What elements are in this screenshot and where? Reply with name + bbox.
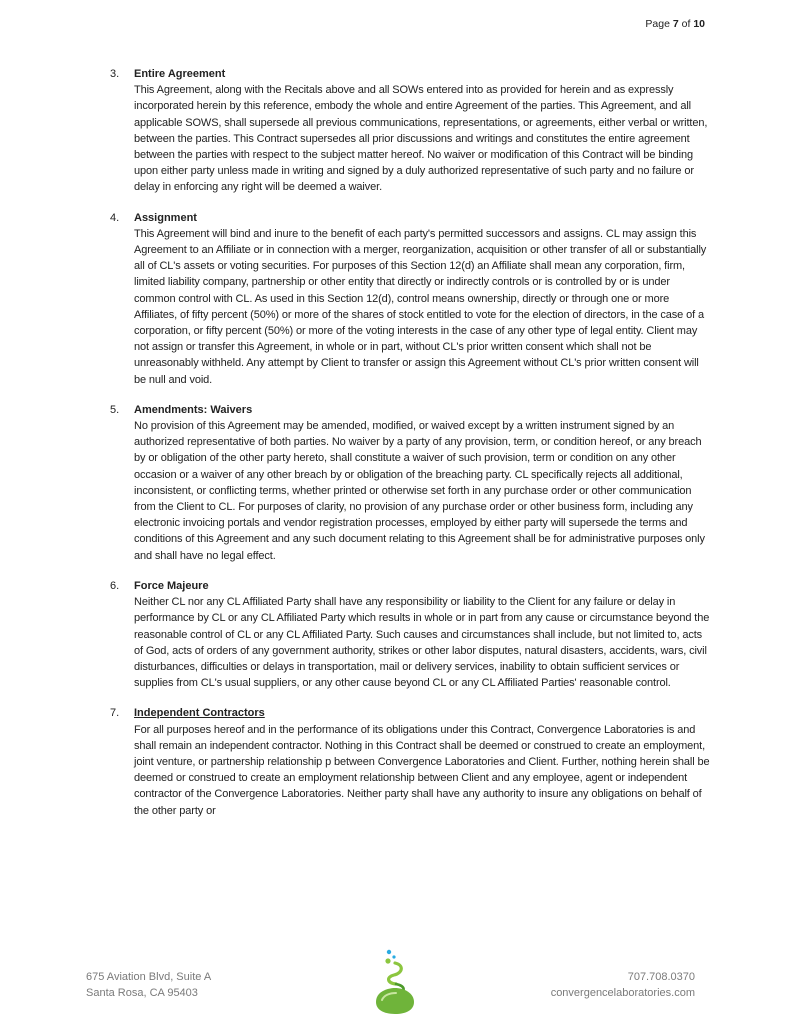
section-body: No provision of this Agreement may be amended, modified, or waived except by a written instrument signed by an authorized representative of both parties. No waiver by a party of any provision, term, or condition hereof, or any breach by or obligation of the other party hereto, shall constitute a waiver of such provision, term or condition on any other occasion or a waiver of any other breach by or obligation of the breaching party. CL specifically rejects all additional, inconsistent, or conflicting terms, whether printed or otherwise set forth in any purchase order or other communication from the Client to CL. For purposes of clarity, no provision of any purchase order or other business form, including any electronic invoicing portals and vendor registration processes, employed by either party will supersede the terms and conditions of this Agreement and any such document relating to this Agreement shall be for administrative purposes only and shall have no legal effect. bbox=[134, 420, 705, 562]
address-line-2: Santa Rosa, CA 95403 bbox=[86, 987, 198, 999]
footer-website: convergencelaboratories.com bbox=[550, 987, 695, 999]
section-body: This Agreement will bind and inure to the benefit of each party's permitted successors and assigns. CL may assign this Agreement to an Affiliate or in connection with a merger, reorganization, acquisition or other transfer of all or substantially all of CL's assets or voting securities. For purposes of this Section 12(d) an Affiliate shall mean any corporation, firm, limited liability company, partnership or other entity that directly or indirectly controls or is controlled by or is under common control with CL. As used in this Section 12(d), control means ownership, directly or through one or more Affiliates, of fifty percent (50%) or more of the shares of stock entitled to vote for the election of directors, in the case of a corporation, or fifty percent (50%) or more of the voting interests in the case of any other type of legal entity. Client may not assign or transfer this Agreement, in whole or in part, without CL's prior written consent which shall not be unreasonably withheld. Any attempt by Client to transfer or assign this Agreement without CL's prior written consent will be null and void. bbox=[134, 227, 707, 386]
section-number: 6. bbox=[110, 579, 120, 592]
section-body: For all purposes hereof and in the performance of its obligations under this Contract, Convergence Laboratories is and shall remain an independent contractor. Nothing in this Contract shall be deemed or construed to create an employment, joint venture, or partnership relationship p between Convergence Laboratories and Client. Further, nothing herein shall be deemed or construed to create an employment relationship between Client and any employee, agent or independent contractor of the Convergence Laboratories. Neither party shall have any authority to insure any obligations on behalf of the other party or bbox=[134, 723, 710, 817]
logo-bubble-2 bbox=[392, 955, 395, 958]
address-line-1: 675 Aviation Blvd, Suite A bbox=[86, 971, 212, 983]
section-number: 3. bbox=[110, 68, 120, 80]
page-total: 10 bbox=[693, 18, 705, 30]
footer-address bbox=[86, 969, 211, 1001]
section-amendments-waivers bbox=[110, 402, 710, 564]
section-independent-contractors bbox=[110, 705, 710, 818]
section-title: Independent Contractors bbox=[134, 707, 265, 720]
section-number: 7. bbox=[110, 707, 120, 720]
section-title: Assignment bbox=[134, 211, 197, 224]
page-number bbox=[645, 18, 705, 30]
section-body: Neither CL nor any CL Affiliated Party shall have any responsibility or liability to the Client for any failure or delay in performance by CL or any CL Affiliated Party which results in whole or in part from any cause or circumstance beyond the reasonable control of CL or any CL Affiliated Party. Such causes and circumstances shall include, but not limited to, acts of God, acts of orders of any government authority, strikes or other labor disputes, natural disasters, accidents, wars, civil disturbances, difficulties or delays in transportation, mail or delivery services, inability to obtain sufficient services or supplies from CL's usual suppliers, or any other cause beyond CL or any CL Affiliated Parties' reasonable control. bbox=[134, 596, 710, 690]
footer-contact bbox=[551, 969, 695, 1001]
section-title: Force Majeure bbox=[134, 579, 209, 592]
section-body: This Agreement, along with the Recitals above and all SOWs entered into as provided for herein and as expressly incorporated herein by this reference, embody the whole and entire Agreement of the parties. This Agreement, and all applicable SOWS, shall supersede all previous communications, representations, or agreements, either verbal or written, between the parties. This Contract supersedes all prior discussions and writings and constitutes the entire agreement between the parties with respect to the subject matter hereof. No waiver or modification of this Contract will be binding upon either party unless made in writing and signed by a duly authorized representative of such party and no failure or delay in enforcing any right will be deemed a waiver. bbox=[134, 84, 708, 194]
logo-bubble-1 bbox=[387, 950, 391, 954]
section-title: Amendments: Waivers bbox=[134, 403, 253, 416]
section-assignment bbox=[110, 210, 710, 388]
logo-flask bbox=[376, 988, 414, 1014]
company-logo-icon bbox=[370, 948, 420, 1014]
section-title: Entire Agreement bbox=[134, 68, 226, 80]
page-label: Page bbox=[645, 18, 670, 30]
section-number: 5. bbox=[110, 403, 120, 416]
logo-bubble-3 bbox=[385, 958, 390, 963]
page-of: of bbox=[681, 18, 691, 30]
logo-swirl-upper bbox=[389, 963, 402, 984]
footer-phone: 707.708.0370 bbox=[627, 971, 695, 983]
section-entire-agreement bbox=[110, 66, 710, 196]
page-current: 7 bbox=[672, 18, 679, 30]
agreement-sections bbox=[110, 66, 710, 833]
section-force-majeure bbox=[110, 578, 710, 691]
section-number: 4. bbox=[110, 211, 120, 224]
